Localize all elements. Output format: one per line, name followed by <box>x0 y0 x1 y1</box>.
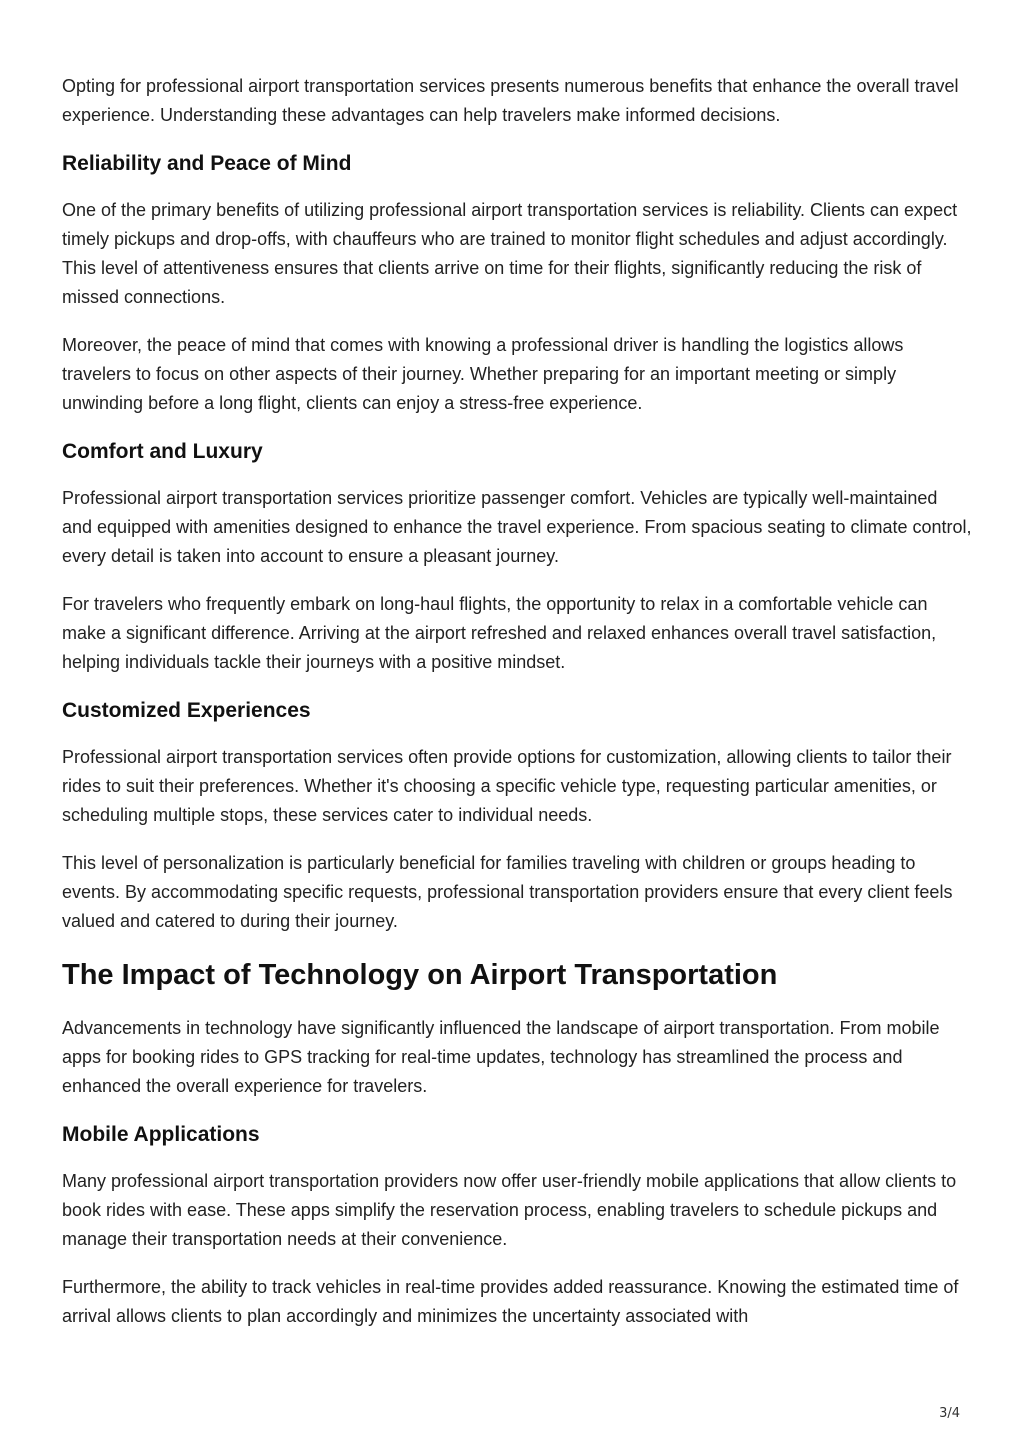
section-heading-reliability: Reliability and Peace of Mind <box>62 152 352 175</box>
section-heading-mobile-applications: Mobile Applications <box>62 1123 260 1146</box>
document-page <box>62 72 972 1350</box>
page-number: 3/4 <box>939 1406 960 1421</box>
paragraph: Many professional airport transportation providers now offer user-friendly mobile applications that allow clients to book rides with ease. These apps simplify the reservation process, enabling travelers to schedule pickups and manage their transportation needs at their convenience. <box>62 1171 957 1249</box>
paragraph: Professional airport transportation services prioritize passenger comfort. Vehicles are typically well-maintained and equipped with amenities designed to enhance the travel experience. From spacious seating to climate control, every detail is taken into account to ensure a pleasant journey. <box>62 488 972 566</box>
intro-paragraph: Opting for professional airport transportation services presents numerous benefits that enhance the overall travel experience. Understanding these advantages can help travelers make informed decisions. <box>62 76 959 125</box>
paragraph: One of the primary benefits of utilizing professional airport transportation services is reliability. Clients can expect timely pickups and drop-offs, with chauffeurs who are trained to monitor flight schedules and adjust accordingly. This level of attentiveness ensures that clients arrive on time for their flights, significantly reducing the risk of missed connections. <box>62 200 958 307</box>
major-section-heading: The Impact of Technology on Airport Transportation <box>62 959 778 991</box>
paragraph: Moreover, the peace of mind that comes with knowing a professional driver is handling the logistics allows travelers to focus on other aspects of their journey. Whether preparing for an important meeting or simply unwinding before a long flight, clients can enjoy a stress-free experience. <box>62 335 904 413</box>
paragraph: Furthermore, the ability to track vehicles in real-time provides added reassurance. Knowing the estimated time of arrival allows clients to plan accordingly and minimizes the uncertainty associated with <box>62 1277 959 1326</box>
major-section-intro: Advancements in technology have significantly influenced the landscape of airport transportation. From mobile apps for booking rides to GPS tracking for real-time updates, technology has streamlined the process and enhanced the overall experience for travelers. <box>62 1018 940 1096</box>
section-heading-customized: Customized Experiences <box>62 699 311 722</box>
paragraph: For travelers who frequently embark on long-haul flights, the opportunity to relax in a comfortable vehicle can make a significant difference. Arriving at the airport refreshed and relaxed enhances overall travel satisfaction, helping individuals tackle their journeys with a positive mindset. <box>62 594 937 672</box>
paragraph: Professional airport transportation services often provide options for customization, allowing clients to tailor their rides to suit their preferences. Whether it's choosing a specific vehicle type, requesting particular amenities, or scheduling multiple stops, these services cater to individual needs. <box>62 747 952 825</box>
paragraph: This level of personalization is particularly beneficial for families traveling with children or groups heading to events. By accommodating specific requests, professional transportation providers ensure that every client feels valued and catered to during their journey. <box>62 853 953 931</box>
section-heading-comfort: Comfort and Luxury <box>62 440 263 463</box>
